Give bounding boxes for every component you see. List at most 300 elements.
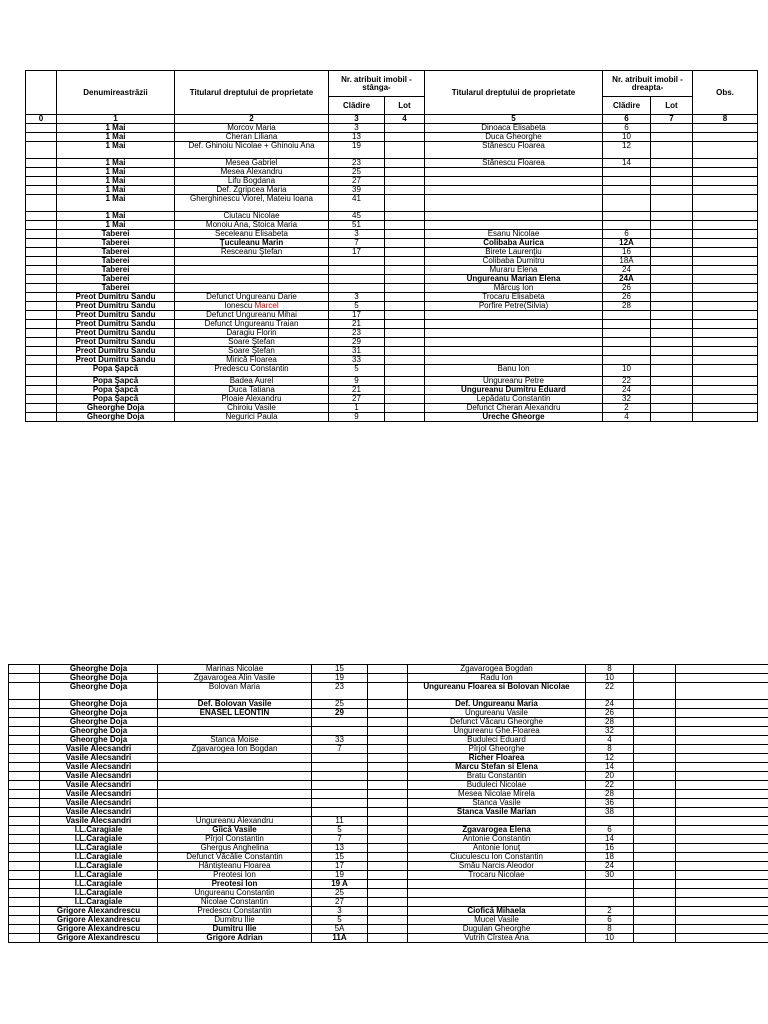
lot-left-cell (368, 889, 408, 898)
observations-cell (693, 404, 758, 413)
table-row (26, 177, 758, 186)
lot-left-cell (385, 320, 425, 329)
building-right-cell: 26 (603, 284, 651, 293)
owner-right-cell: Zgavarogea Bogdan (408, 665, 586, 674)
building-right-cell: 2 (586, 907, 634, 916)
observations-cell (676, 862, 768, 871)
index-cell (9, 763, 40, 772)
observations-cell (693, 186, 758, 195)
index-cell (9, 700, 40, 709)
observations-cell (693, 413, 758, 422)
lot-right-cell (651, 168, 693, 177)
table-row (9, 754, 768, 763)
street-cell: 1 Mai (57, 212, 175, 221)
observations-cell (693, 338, 758, 347)
building-left-cell: 17 (329, 311, 385, 320)
lot-left-cell (368, 674, 408, 683)
owner-right-cell: Ungureanu Vasile (408, 709, 586, 718)
building-left-cell (312, 727, 368, 736)
street-cell: 1 Mai (57, 177, 175, 186)
table-row (9, 826, 768, 835)
table-row (9, 925, 768, 934)
owner-right-cell: Esanu Nicolae (425, 230, 603, 239)
lot-left-cell (385, 230, 425, 239)
lot-left-cell (368, 763, 408, 772)
index-cell: 7 (651, 115, 693, 124)
building-right-cell (603, 338, 651, 347)
building-left-cell: 25 (312, 889, 368, 898)
building-right-cell: 14 (586, 763, 634, 772)
building-left-cell: 21 (329, 386, 385, 395)
index-cell (26, 239, 57, 248)
owner-right-cell: Ciuculescu Ion Constantin (408, 853, 586, 862)
owner-right-cell (425, 329, 603, 338)
index-cell (26, 320, 57, 329)
lot-right-cell (634, 700, 676, 709)
street-cell: Preot Dumitru Sandu (57, 293, 175, 302)
owner-right-cell: Banu Ion (425, 365, 603, 377)
header-owner-left: Titularul dreptului de proprietate (175, 71, 329, 115)
observations-cell (693, 386, 758, 395)
table-row (26, 356, 758, 365)
observations-cell (693, 257, 758, 266)
table-row (9, 674, 768, 683)
observations-cell (676, 916, 768, 925)
table-row (26, 168, 758, 177)
street-cell: I.L.Caragiale (40, 826, 158, 835)
street-cell: 1 Mai (57, 142, 175, 159)
lot-left-cell (385, 356, 425, 365)
building-right-cell: 10 (603, 133, 651, 142)
index-cell (26, 365, 57, 377)
observations-cell (676, 683, 768, 700)
index-cell (26, 329, 57, 338)
observations-cell (676, 889, 768, 898)
lot-right-cell (634, 853, 676, 862)
street-cell: Vasile Alecsandri (40, 799, 158, 808)
building-right-cell: 4 (603, 413, 651, 422)
lot-right-cell (651, 212, 693, 221)
table-row (9, 683, 768, 700)
header-building-left: Clădire (329, 97, 385, 115)
building-left-cell: 27 (312, 898, 368, 907)
building-left-cell: 23 (329, 159, 385, 168)
building-left-cell (312, 718, 368, 727)
index-cell (26, 133, 57, 142)
street-cell: I.L.Caragiale (40, 889, 158, 898)
lot-right-cell (651, 275, 693, 284)
building-left-cell: 39 (329, 186, 385, 195)
owner-left-cell: Ţuculeanu Marin (175, 239, 329, 248)
lot-left-cell (385, 239, 425, 248)
building-left-cell (312, 772, 368, 781)
index-cell: 5 (425, 115, 603, 124)
table-row (26, 124, 758, 133)
lot-left-cell (385, 404, 425, 413)
owner-left-cell: Hântişteanu Floarea (158, 862, 312, 871)
index-cell (9, 934, 40, 943)
building-right-cell: 10 (586, 934, 634, 943)
owner-left-cell: Defunct Ungureanu Traian (175, 320, 329, 329)
building-left-cell: 29 (329, 338, 385, 347)
lot-left-cell (368, 754, 408, 763)
building-right-cell: 32 (586, 727, 634, 736)
observations-cell (676, 907, 768, 916)
street-cell: Taberei (57, 257, 175, 266)
owner-left-cell: Predescu Constantin (158, 907, 312, 916)
index-cell: 3 (329, 115, 385, 124)
index-cell (9, 898, 40, 907)
street-cell: 1 Mai (57, 168, 175, 177)
owner-right-cell: Mucel Vasile (408, 916, 586, 925)
street-cell: Gheorghe Doja (57, 413, 175, 422)
building-left-cell: 3 (329, 293, 385, 302)
observations-cell (693, 221, 758, 230)
observations-cell (693, 302, 758, 311)
table-row (26, 293, 758, 302)
header-right-number-group: Nr. atribuit imobil -dreapta- (603, 71, 693, 97)
street-cell: Vasile Alecsandri (40, 772, 158, 781)
lot-left-cell (368, 862, 408, 871)
observations-cell (693, 212, 758, 221)
index-cell: 6 (603, 115, 651, 124)
owner-right-cell: Ungureanu Petre (425, 377, 603, 386)
table-row (26, 302, 758, 311)
index-cell (26, 221, 57, 230)
owner-left-cell (175, 275, 329, 284)
owner-left-cell: Pîrjol Constantin (158, 835, 312, 844)
building-right-cell: 8 (586, 745, 634, 754)
table-row (9, 763, 768, 772)
building-right-cell: 32 (603, 395, 651, 404)
lot-left-cell (385, 142, 425, 159)
lot-right-cell (651, 365, 693, 377)
street-cell: I.L.Caragiale (40, 871, 158, 880)
street-cell: Gheorghe Doja (40, 665, 158, 674)
lot-right-cell (651, 266, 693, 275)
lot-left-cell (385, 124, 425, 133)
index-cell (9, 799, 40, 808)
building-left-cell (329, 275, 385, 284)
table-row (9, 934, 768, 943)
lot-left-cell (385, 221, 425, 230)
building-left-cell: 5A (312, 925, 368, 934)
table-row (9, 736, 768, 745)
lot-right-cell (634, 835, 676, 844)
building-right-cell: 6 (586, 916, 634, 925)
header-left-number-group: Nr. atribuit imobil -stânga- (329, 71, 425, 97)
lot-right-cell (634, 772, 676, 781)
building-right-cell: 24 (586, 862, 634, 871)
street-cell: I.L.Caragiale (40, 835, 158, 844)
street-cell: Vasile Alecsandri (40, 781, 158, 790)
lot-right-cell (634, 674, 676, 683)
table-row (9, 880, 768, 889)
owner-left-cell: Dumitru Ilie (158, 916, 312, 925)
lot-left-cell (385, 168, 425, 177)
lot-left-cell (385, 248, 425, 257)
street-cell: 1 Mai (57, 124, 175, 133)
owner-left-cell (175, 284, 329, 293)
owner-right-cell (408, 898, 586, 907)
owner-right-cell: Stănescu Floarea (425, 159, 603, 168)
lot-right-cell (651, 159, 693, 168)
index-cell (9, 862, 40, 871)
lot-left-cell (385, 395, 425, 404)
owner-left-cell: Monoiu Ana, Stoica Maria (175, 221, 329, 230)
street-cell: 1 Mai (57, 133, 175, 142)
lot-right-cell (651, 239, 693, 248)
street-cell: 1 Mai (57, 221, 175, 230)
lot-left-cell (368, 772, 408, 781)
owner-left-cell: Morcov Maria (175, 124, 329, 133)
lot-right-cell (651, 221, 693, 230)
building-right-cell: 6 (586, 826, 634, 835)
owner-left-cell: Ungureanu Constantin (158, 889, 312, 898)
street-cell: Preot Dumitru Sandu (57, 329, 175, 338)
lot-left-cell (368, 718, 408, 727)
index-cell (26, 142, 57, 159)
lot-right-cell (651, 338, 693, 347)
index-cell (9, 674, 40, 683)
observations-cell (676, 718, 768, 727)
building-right-cell: 26 (586, 709, 634, 718)
owner-left-cell (158, 799, 312, 808)
table-row (9, 817, 768, 826)
table-row (9, 718, 768, 727)
lot-left-cell (368, 790, 408, 799)
owner-left-cell: Def. Zgripcea Maria (175, 186, 329, 195)
lot-right-cell (634, 736, 676, 745)
building-left-cell: 19 A (312, 880, 368, 889)
owner-left-cell: Preotesi Ion (158, 871, 312, 880)
lot-right-cell (651, 195, 693, 212)
owner-left-cell: Marinas Nicolae (158, 665, 312, 674)
street-cell: Preot Dumitru Sandu (57, 356, 175, 365)
lot-left-cell (368, 916, 408, 925)
owner-right-cell (425, 168, 603, 177)
index-cell (9, 871, 40, 880)
index-cell (9, 835, 40, 844)
building-right-cell (586, 817, 634, 826)
building-left-cell: 17 (329, 248, 385, 257)
observations-cell (693, 168, 758, 177)
lot-right-cell (634, 934, 676, 943)
index-cell (9, 808, 40, 817)
building-left-cell: 11 (312, 817, 368, 826)
building-right-cell: 26 (603, 293, 651, 302)
building-right-cell: 22 (586, 781, 634, 790)
observations-cell (693, 293, 758, 302)
observations-cell (693, 230, 758, 239)
owner-left-cell: Nicolae Constantin (158, 898, 312, 907)
owner-left-cell: Def. Bolovan Vasile (158, 700, 312, 709)
lot-right-cell (634, 790, 676, 799)
owner-right-cell: Ungureanu Ghe.Floarea (408, 727, 586, 736)
table-row (26, 329, 758, 338)
owner-right-cell (408, 889, 586, 898)
owner-left-cell (158, 763, 312, 772)
table-row (26, 133, 758, 142)
building-left-cell: 33 (312, 736, 368, 745)
column-index-row (26, 115, 758, 124)
building-right-cell: 8 (586, 925, 634, 934)
owner-left-cell: Defunct Ungureanu Mihai (175, 311, 329, 320)
building-left-cell: 3 (329, 124, 385, 133)
building-right-cell (603, 221, 651, 230)
index-cell (9, 844, 40, 853)
building-left-cell: 11A (312, 934, 368, 943)
index-cell (9, 745, 40, 754)
index-cell (9, 916, 40, 925)
building-left-cell: 23 (329, 329, 385, 338)
building-left-cell: 15 (312, 853, 368, 862)
lot-left-cell (368, 727, 408, 736)
building-left-cell: 1 (329, 404, 385, 413)
building-left-cell: 7 (329, 239, 385, 248)
building-right-cell: 12 (586, 754, 634, 763)
building-left-cell: 41 (329, 195, 385, 212)
building-left-cell (312, 763, 368, 772)
index-cell: 2 (175, 115, 329, 124)
building-left-cell: 31 (329, 347, 385, 356)
table-row (9, 727, 768, 736)
owner-right-cell: Colibaba Dumitru (425, 257, 603, 266)
building-right-cell: 10 (586, 674, 634, 683)
lot-right-cell (634, 709, 676, 718)
street-cell: Grigore Alexandrescu (40, 934, 158, 943)
owner-left-cell: Seceleanu Elisabeta (175, 230, 329, 239)
observations-cell (693, 311, 758, 320)
building-left-cell: 3 (312, 907, 368, 916)
street-cell: Grigore Alexandrescu (40, 916, 158, 925)
observations-cell (693, 239, 758, 248)
index-cell (26, 257, 57, 266)
index-cell (26, 168, 57, 177)
building-right-cell: 22 (586, 683, 634, 700)
building-right-cell: 8 (586, 665, 634, 674)
owner-left-cell: Zgavarogea Ion Bogdan (158, 745, 312, 754)
street-cell: Taberei (57, 239, 175, 248)
owner-right-cell (425, 347, 603, 356)
index-cell (26, 159, 57, 168)
owner-right-cell: Ureche Gheorge (425, 413, 603, 422)
observations-cell (693, 159, 758, 168)
lot-left-cell (368, 665, 408, 674)
lot-left-cell (385, 186, 425, 195)
owner-right-cell: Mesea Nicolae Mirela (408, 790, 586, 799)
street-cell: I.L.Caragiale (40, 844, 158, 853)
building-right-cell (586, 898, 634, 907)
table-row (9, 907, 768, 916)
lot-left-cell (385, 159, 425, 168)
property-table-1 (25, 70, 758, 422)
observations-cell (676, 880, 768, 889)
observations-cell (676, 808, 768, 817)
table-row (9, 665, 768, 674)
index-cell: 4 (385, 115, 425, 124)
building-left-cell: 23 (312, 683, 368, 700)
lot-right-cell (634, 763, 676, 772)
owner-left-cell: Predescu Constantin (175, 365, 329, 377)
building-right-cell (603, 356, 651, 365)
owner-left-cell: Mesea Alexandru (175, 168, 329, 177)
owner-left-cell: Grigore Adrian (158, 934, 312, 943)
index-cell (9, 790, 40, 799)
lot-right-cell (651, 124, 693, 133)
index-cell (26, 212, 57, 221)
building-right-cell (603, 168, 651, 177)
street-cell: I.L.Caragiale (40, 880, 158, 889)
index-cell (26, 395, 57, 404)
header-lot-right: Lot (651, 97, 693, 115)
building-left-cell (329, 266, 385, 275)
lot-left-cell (385, 257, 425, 266)
lot-right-cell (651, 347, 693, 356)
table-row (9, 700, 768, 709)
owner-left-cell (158, 808, 312, 817)
lot-left-cell (385, 338, 425, 347)
table-row (26, 311, 758, 320)
index-cell (9, 709, 40, 718)
lot-left-cell (368, 844, 408, 853)
street-cell: Gheorghe Doja (40, 683, 158, 700)
street-cell: Popa Şapcă (57, 395, 175, 404)
building-left-cell: 5 (312, 826, 368, 835)
owner-left-cell (158, 772, 312, 781)
observations-cell (693, 133, 758, 142)
owner-right-cell (408, 817, 586, 826)
owner-left-cell: Ciutacu Nicolae (175, 212, 329, 221)
index-cell (26, 266, 57, 275)
building-left-cell: 27 (329, 177, 385, 186)
building-right-cell (603, 195, 651, 212)
observations-cell (676, 772, 768, 781)
lot-left-cell (385, 284, 425, 293)
street-cell: Gheorghe Doja (40, 674, 158, 683)
building-left-cell: 3 (329, 230, 385, 239)
lot-right-cell (651, 186, 693, 195)
street-cell: Taberei (57, 230, 175, 239)
table-row (9, 772, 768, 781)
index-cell (26, 124, 57, 133)
lot-right-cell (634, 781, 676, 790)
index-cell (26, 177, 57, 186)
observations-cell (676, 781, 768, 790)
owner-right-cell: Stanca Vasile (408, 799, 586, 808)
owner-right-cell: Bratu Constantin (408, 772, 586, 781)
owner-left-cell: Duca Tatiana (175, 386, 329, 395)
lot-left-cell (368, 880, 408, 889)
street-cell: Gheorghe Doja (40, 700, 158, 709)
table-row (26, 239, 758, 248)
header-observations: Obs. (693, 71, 758, 115)
owner-right-cell: Trocaru Nicolae (408, 871, 586, 880)
table-row (26, 404, 758, 413)
building-right-cell (603, 329, 651, 338)
street-cell: 1 Mai (57, 195, 175, 212)
owner-left-cell (158, 790, 312, 799)
owner-right-cell (425, 311, 603, 320)
street-cell: Taberei (57, 275, 175, 284)
building-right-cell (586, 889, 634, 898)
owner-left-cell (175, 302, 329, 311)
building-right-cell: 18A (603, 257, 651, 266)
building-right-cell: 12A (603, 239, 651, 248)
lot-right-cell (634, 844, 676, 853)
owner-left-cell (158, 718, 312, 727)
table-row (26, 338, 758, 347)
